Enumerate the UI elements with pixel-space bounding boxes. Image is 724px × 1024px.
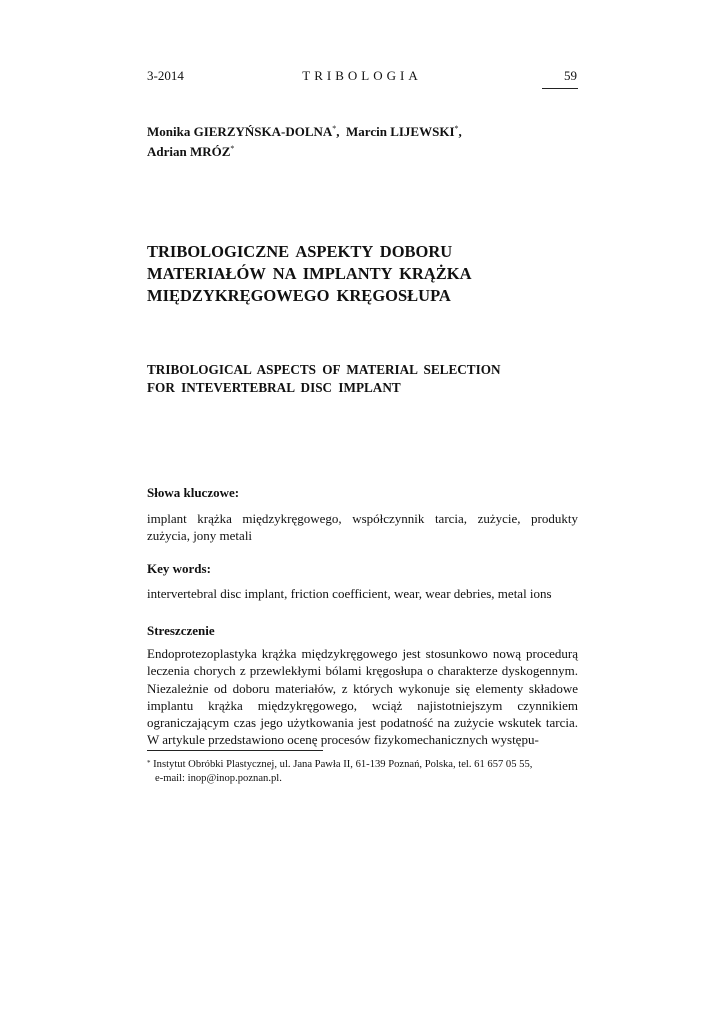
keywords-en-text: intervertebral disc implant, friction coefficient, wear, wear debries, metal ions [147,586,552,601]
title-line: MIĘDZYKRĘGOWEGO KRĘGOSŁUPA [147,286,451,305]
page-number: 59 [564,68,577,83]
author-list: Monika GIERZYŃSKA-DOLNA*, Marcin LIJEWSKI*, Adrian MRÓZ* [147,124,462,159]
header-rule [542,88,578,89]
footnote-affiliation: Instytut Obróbki Plastycznej, ul. Jana Pawła II, 61-139 Poznań, Polska, tel. 61 657 05 55, [153,759,533,770]
footnote-email: e-mail: inop@inop.poznan.pl. [155,773,282,784]
title-line: TRIBOLOGICZNE ASPEKTY DOBORU [147,242,453,261]
affiliation-mark: * [454,124,459,133]
author-name: Adrian MRÓZ [147,144,231,159]
keywords-en-heading: Key words: [147,561,211,576]
keywords-pl-text: implant krążka międzykręgowego, współczynnik tarcia, zużycie, produkty zużycia, jony metali [147,511,578,544]
title-english [147,361,577,397]
running-header [147,68,577,86]
abstract-text: Endoprotezoplastyka krążka międzykręgowego jest stosunkowo nową procedurą leczenia chorych z przewlekłymi bólami kręgosłupa o charakterze dyskogennym. Niezależnie od doboru materiałów, z których wykonuje się elementy składowe implantu krążka międzykręgowego, wciąż najistotniejszym czynnikiem ograniczającym czas jego użytkowania jest podatność na zużycie wskutek tarcia. W artykule przedstawiono ocenę procesów fizykomechanicznych występu- [147,646,578,748]
journal-name: TRIBOLOGIA [302,68,422,83]
keywords-pl-heading: Słowa kluczowe: [147,485,240,500]
footnote-rule [147,750,323,751]
affiliation-mark: * [332,124,337,133]
author-name: Marcin LIJEWSKI [346,124,455,139]
title-line: MATERIAŁÓW NA IMPLANTY KRĄŻKA [147,264,472,283]
title-polish [147,241,577,307]
abstract-heading: Streszczenie [147,623,215,638]
author-name: Monika GIERZYŃSKA-DOLNA [147,124,333,139]
issue-number: 3-2014 [147,68,184,83]
title-line: FOR INTEVERTEBRAL DISC IMPLANT [147,380,401,395]
title-line: TRIBOLOGICAL ASPECTS OF MATERIAL SELECTION [147,362,501,377]
affiliation-mark: * [230,144,235,153]
footnote-mark: * [147,759,151,767]
footnote [147,758,578,786]
